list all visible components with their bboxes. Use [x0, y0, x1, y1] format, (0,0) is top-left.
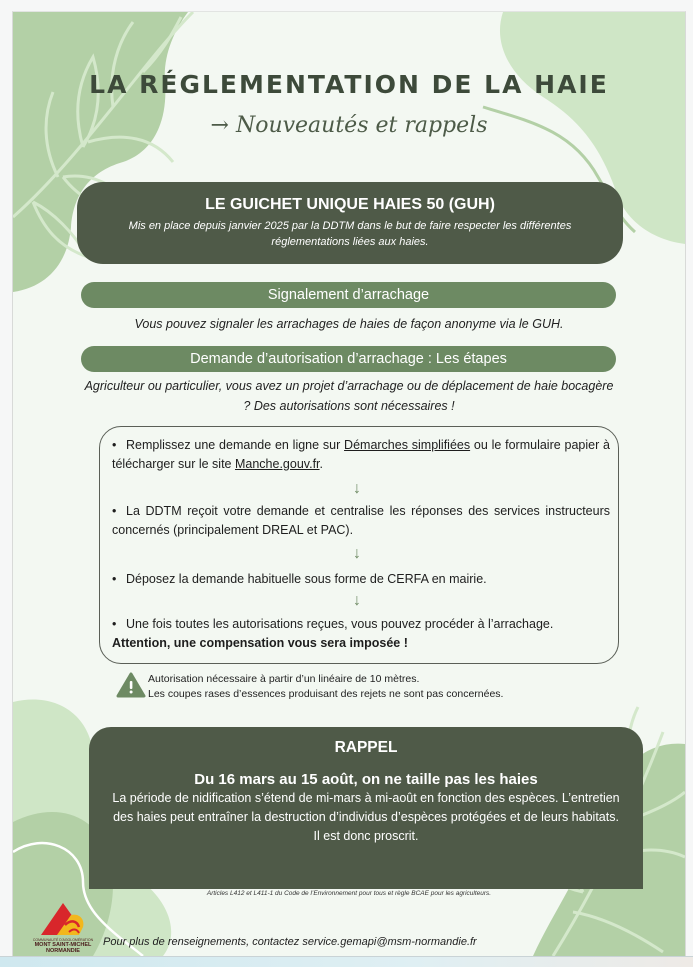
- contact-text: Pour plus de renseignements, contactez service.gemapi@msm-normandie.fr: [103, 936, 477, 948]
- warning-text: [148, 672, 503, 702]
- step-3: • Déposez la demande habituelle sous forme de CERFA en mairie.: [112, 570, 610, 589]
- down-arrow-icon: ↓: [353, 592, 361, 609]
- step-1: • Remplissez une demande en ligne sur Démarches simplifiées ou le formulaire papier à télécharger sur le site Manche.gouv.fr.: [112, 438, 610, 471]
- page-title: LA RÉGLEMENTATION DE LA HAIE: [89, 70, 609, 99]
- demande-heading: Demande d’autorisation d’arrachage : Les étapes: [81, 346, 616, 372]
- down-arrow-icon: ↓: [353, 545, 361, 562]
- demarches-simplifiees-link[interactable]: Démarches simplifiées: [344, 438, 471, 452]
- logo-caption: COMMUNAUTÉ D'AGGLOMÉRATION: [32, 938, 94, 942]
- bullet: •: [112, 572, 117, 586]
- warning-line-1: Autorisation nécessaire à partir d’un linéaire de 10 mètres.: [148, 673, 420, 685]
- rappel-text: La période de nidification s’étend de mi-mars à mi-août en fonction des espèces. L’entretien des haies peut entraîner la destruction d’individus d’espèces protégées et de leurs habitats. Il est donc proscrit.: [112, 791, 620, 843]
- signalement-text: Vous pouvez signaler les arrachages de haies de façon anonyme via le GUH.: [134, 317, 564, 331]
- step-4-emphasis: Attention, une compensation vous sera imposée !: [112, 636, 408, 650]
- rappel-title: RAPPEL: [334, 739, 398, 756]
- logo-line-2: NORMANDIE: [46, 948, 80, 954]
- flyer-page: [12, 11, 686, 956]
- bullet: •: [112, 617, 117, 631]
- guh-description: Mis en place depuis janvier 2025 par la DDTM dans le but de faire respecter les différentes réglementations liées aux haies.: [128, 220, 572, 248]
- logo-line-1: MONT SAINT-MICHEL: [34, 942, 92, 948]
- legal-references: Articles L412 et L411-1 du Code de l’Environnement pour tous et règle BCAE pour les agriculteurs.: [206, 890, 492, 897]
- down-arrow-icon: ↓: [353, 480, 361, 497]
- logo-mountain-icon: [21, 897, 105, 937]
- step-2: • La DDTM reçoit votre demande et centralise les réponses des services instructeurs concernés (principalement DREAL et PAC).: [112, 504, 610, 537]
- rappel-headline: Du 16 mars au 15 août, on ne taille pas les haies: [194, 771, 538, 788]
- warning-icon: [116, 672, 146, 698]
- rappel-box: [89, 727, 643, 889]
- manche-gouv-link[interactable]: Manche.gouv.fr: [234, 457, 320, 471]
- bullet: •: [112, 438, 117, 452]
- warning-line-2: Les coupes rases d’essences produisant des rejets ne sont pas concernées.: [148, 688, 504, 700]
- bottom-strip: [0, 956, 693, 967]
- demande-text: Agriculteur ou particulier, vous avez un projet d’arrachage ou de déplacement de haie bocagère ? Des autorisations sont nécessaires !: [84, 379, 614, 413]
- step-4: • Une fois toutes les autorisations reçues, vous pouvez procéder à l’arrachage. Attention, une compensation vous sera imposée !: [112, 615, 610, 653]
- steps-box: [99, 426, 619, 664]
- guh-title: LE GUICHET UNIQUE HAIES 50 (GUH): [205, 196, 495, 213]
- msm-normandie-logo: [21, 897, 105, 955]
- page-subtitle: → Nouveautés et rappels: [210, 113, 488, 138]
- guh-banner: [77, 182, 623, 264]
- bullet: •: [112, 504, 117, 518]
- signalement-heading: Signalement d’arrachage: [81, 282, 616, 308]
